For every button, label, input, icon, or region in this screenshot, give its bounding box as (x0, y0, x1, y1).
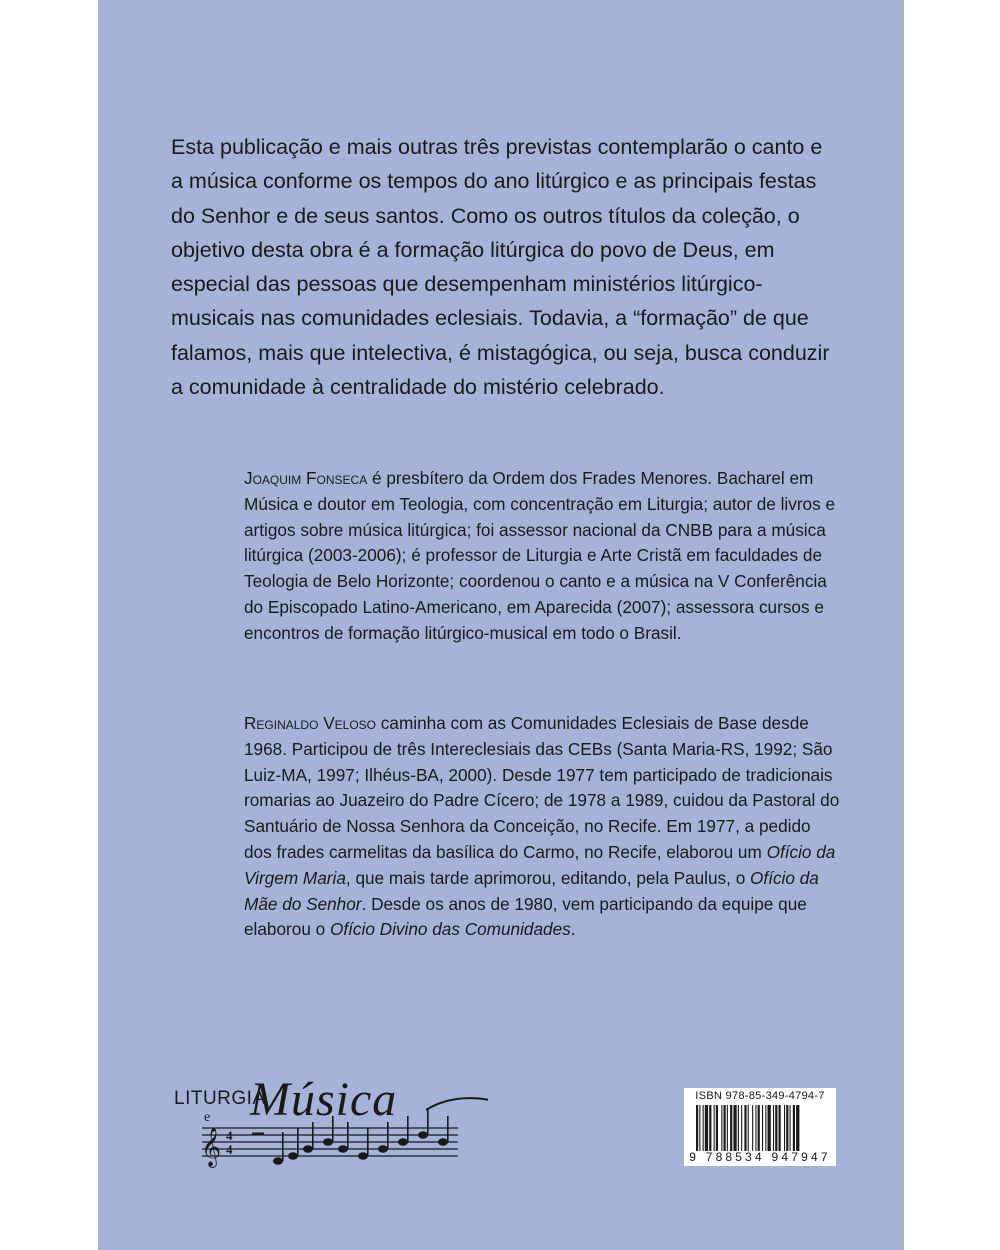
barcode-bar (779, 1105, 781, 1151)
isbn-barcode (684, 1088, 836, 1166)
time-signature-bottom: 4 (226, 1142, 233, 1157)
barcode-bar (752, 1105, 753, 1151)
barcode-bar (724, 1105, 726, 1151)
author-name: Reginaldo Veloso (244, 713, 377, 733)
barcode-bar (790, 1105, 791, 1151)
barcode-bar (758, 1105, 760, 1151)
barcode-bar (727, 1105, 728, 1151)
bio-text: caminha com as Comunidades Eclesiais de Base desde 1968. Participou de três Intereclesiais das CEBs (Santa Maria-RS, 1992; São Luiz-MA, 1997; Ilhéus-BA, 2000). Desde 1977 tem participado de tradicionais romarias ao Juazeiro do Padre Cícero; de 1978 a 1989, cuidou da Pastoral do Santuário de Nossa Senhora da Conceição, no Recife. Em 1977, a pedido dos frades carmelitas da basílica do Carmo, no Recife, elaborou um (244, 713, 840, 862)
book-title: Ofício da Virgem Maria (244, 841, 836, 888)
author-bio-fonseca (244, 466, 840, 647)
bio-text: . Desde os anos de 1980, vem participando da equipe que elaborou o (244, 893, 807, 940)
logo-word-e: e (204, 1110, 211, 1125)
barcode-bar (748, 1105, 749, 1151)
barcode-bar (709, 1105, 711, 1151)
barcode-bar (793, 1105, 795, 1151)
bio-text: , que mais tarde aprimorou, editando, pela Paulus, o (345, 867, 751, 888)
author-name: Joaquim Fonseca (244, 468, 368, 488)
barcode-bar (705, 1105, 708, 1151)
barcode-bar (775, 1105, 777, 1151)
barcode-bar (744, 1105, 746, 1151)
barcode-bar (699, 1105, 700, 1151)
book-title: Ofício Divino das Comunidades (330, 919, 571, 940)
book-title: Ofício da Mãe do Senhor (244, 867, 819, 914)
barcode-icon (684, 1088, 836, 1152)
barcode-bar (730, 1105, 732, 1151)
barcode-bar (796, 1105, 799, 1151)
treble-clef-icon: 𝄞 (201, 1127, 222, 1167)
barcode-bar (716, 1105, 718, 1151)
barcode-bar (733, 1105, 736, 1151)
barcode-bar (765, 1105, 766, 1151)
bio-text: . (570, 919, 576, 940)
barcode-bar (773, 1105, 774, 1151)
barcode-bar (714, 1105, 715, 1151)
barcode-bar (762, 1105, 763, 1151)
logo-word-liturgia: LITURGIA (174, 1088, 266, 1109)
time-signature-top: 4 (226, 1128, 233, 1143)
barcode-bar (696, 1105, 698, 1151)
back-cover (98, 0, 904, 1250)
isbn-label: ISBN 978-85-349-4794-7 (695, 1090, 825, 1102)
barcode-bar (768, 1105, 771, 1151)
series-logo (168, 1070, 488, 1170)
barcode-bar (721, 1105, 722, 1151)
barcode-bar (703, 1105, 704, 1151)
book-blurb: Esta publicação e mais outras três previstas contemplarão o canto e a música conforme os tempos do ano litúrgico e as principais festas do Senhor e de seus santos. Como os outros títulos da coleção, o objetivo desta obra é a formação litúrgica do povo de Deus, em especial das pessoas que desempenham ministérios litúrgico-musicais nas comunidades eclesiais. Todavia, a “formação” de que falamos, mais que intelectiva, é mistagógica, ou seja, busca conduzir a comunidade à centralidade do mistério celebrado. (171, 135, 830, 400)
barcode-bar (741, 1105, 742, 1151)
logo-word-musica: Música (250, 1073, 398, 1126)
barcode-bar (738, 1105, 739, 1151)
barcode-bar (786, 1105, 788, 1151)
isbn-digits: 9 788534 947947 (689, 1150, 831, 1164)
bio-text: é presbítero da Ordem dos Frades Menores. Bacharel em Música e doutor em Teologia, com concentração em Liturgia; autor de livros e artigos sobre música litúrgica; foi assessor nacional da CNBB para a música litúrgica (2003-2006); é professor de Liturgia e Arte Cristã em faculdades de Teologia de Belo Horizonte; coordenou o canto e a música na V Conferência do Episcopado Latino-Americano, em Aparecida (2007); assessora cursos e encontros de formação litúrgico-musical em todo o Brasil. (244, 468, 836, 643)
author-bio-veloso (244, 711, 840, 943)
barcode-bar (755, 1105, 756, 1151)
barcode-bar (784, 1105, 785, 1151)
